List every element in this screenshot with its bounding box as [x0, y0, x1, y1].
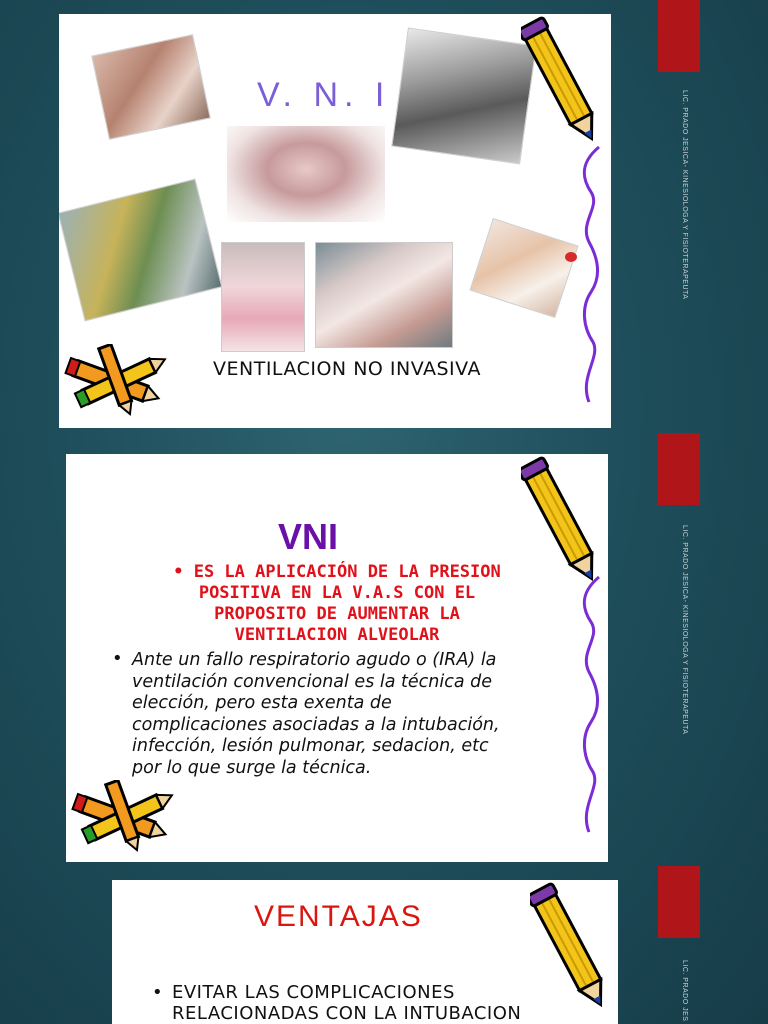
bullet-line: EVITAR LAS COMPLICACIONES — [172, 982, 455, 1003]
slide-vni-photos — [59, 14, 611, 428]
slide2-bullet-red — [122, 562, 552, 646]
slide2-bullet-body — [132, 650, 572, 779]
slide-vni-definition — [66, 454, 608, 862]
photo-incubator — [59, 178, 222, 321]
slide2-title: VNI — [278, 516, 339, 557]
bullet-red-line: • ES LA APLICACIÓN DE LA PRESION — [173, 562, 501, 582]
side-note-3: LIC. PRADO JES — [681, 960, 688, 1022]
red-tab-3 — [658, 866, 700, 938]
side-note-1: LIC. PRADO JESICA- KINESIOLOGA Y FISIOTERAPEUTA — [681, 90, 688, 300]
slide3-bullet-marker: • — [152, 982, 163, 1003]
photo-infant-mask — [227, 126, 385, 222]
side-note-2: LIC. PRADO JESICA- KINESIOLOGA Y FISIOTERAPEUTA — [681, 525, 688, 735]
red-tab-2 — [658, 433, 700, 505]
photo-neonate-ventilation — [91, 34, 211, 140]
pencil-icon — [521, 14, 601, 149]
red-tab-1 — [658, 0, 700, 72]
slide-ventajas — [112, 880, 618, 1024]
photo-premature-nasal — [221, 242, 305, 352]
bullet-line: RELACIONADAS CON LA INTUBACION — [172, 1003, 522, 1024]
bullet-red-line: POSITIVA EN LA V.A.S CON EL — [198, 583, 476, 603]
slide1-caption: VENTILACION NO INVASIVA — [213, 358, 481, 380]
slide2-bullet-marker: • — [112, 648, 123, 669]
photo-boy-nebulizer — [391, 28, 536, 165]
bullet-body-line: por lo que surge la técnica. — [132, 757, 372, 778]
pencil-icon — [521, 454, 601, 589]
bullet-red-line: PROPOSITO DE AUMENTAR LA — [214, 604, 460, 624]
photo-newborn-monitors — [315, 242, 453, 348]
crossed-crayons-icon — [66, 780, 186, 860]
slide3-title: VENTAJAS — [254, 900, 423, 933]
squiggle-line — [571, 572, 608, 842]
pencil-icon — [530, 880, 610, 1015]
slide3-bullet-body — [172, 982, 592, 1024]
slide1-title: V. N. I — [257, 76, 391, 114]
bullet-body-line: Ante un fallo respiratorio agudo o (IRA) la — [132, 650, 497, 670]
bullet-body-line: elección, pero esta exenta de — [132, 693, 392, 713]
crossed-crayons-icon — [59, 344, 179, 424]
squiggle-line — [571, 142, 611, 412]
bullet-body-line: infección, lesión pulmonar, sedacion, etc — [132, 736, 489, 756]
bullet-body-line: complicaciones asociadas a la intubación, — [132, 714, 500, 735]
bullet-body-line: ventilación convencional es la técnica de — [132, 671, 493, 692]
photo-child-face-mask — [469, 218, 578, 318]
bullet-red-line: VENTILACION ALVEOLAR — [234, 625, 440, 645]
